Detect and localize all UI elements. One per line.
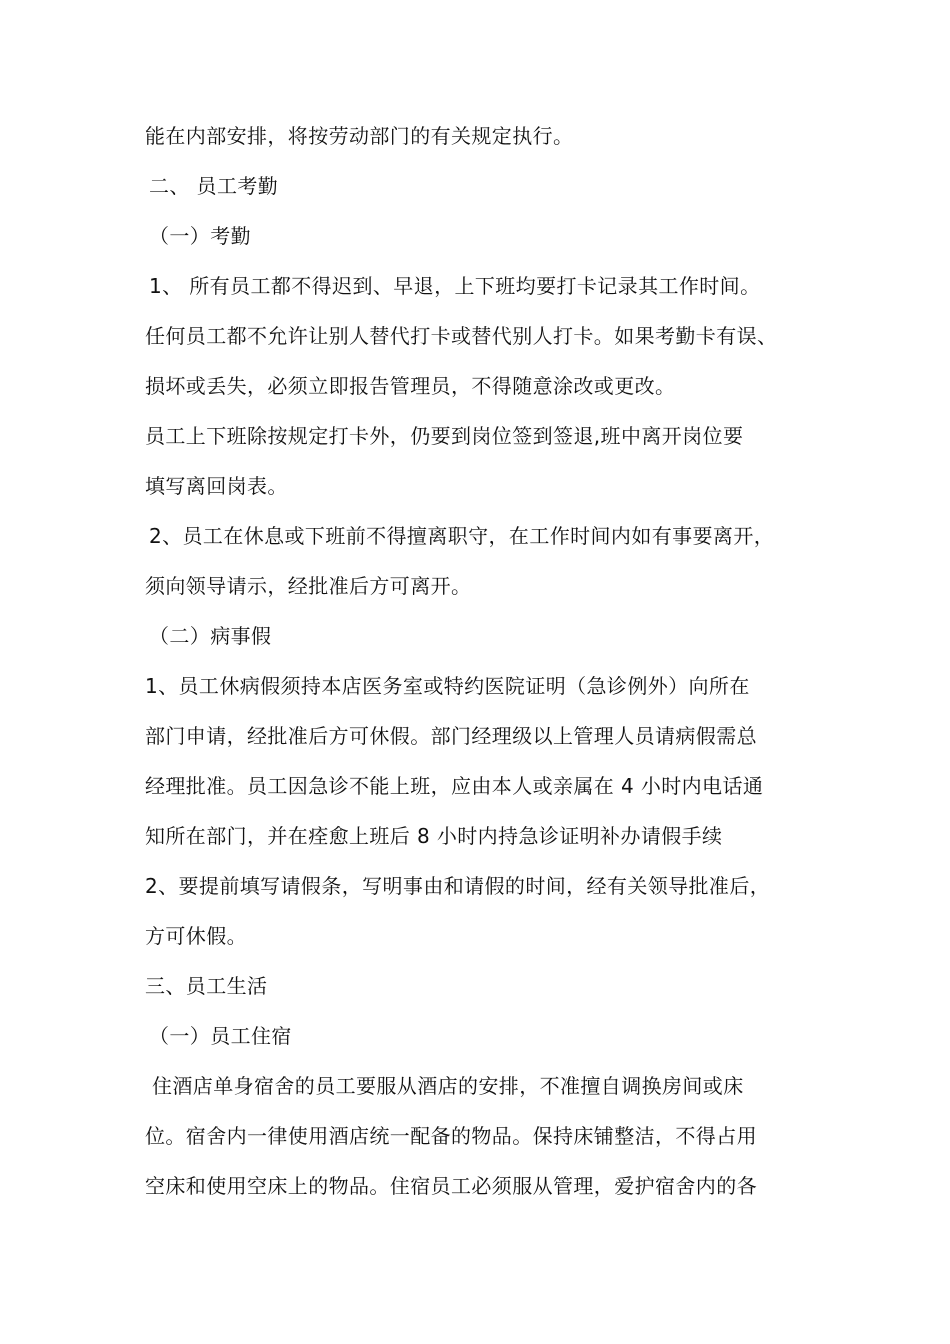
paragraph-line: 住酒店单身宿舍的员工要服从酒店的安排，不准擅自调换房间或床 [152,1074,744,1098]
paragraph-line: 1、 所有员工都不得迟到、早退，上下班均要打卡记录其工作时间。 [149,274,761,298]
section-heading: 二、 员工考勤 [149,174,279,198]
paragraph-line: 1、员工休病假须持本店医务室或特约医院证明（急诊例外）向所在 [145,674,750,698]
section-heading: 三、员工生活 [145,974,268,998]
paragraph-line: 知所在部门，并在痊愈上班后 8 小时内持急诊证明补办请假手续 [145,824,723,848]
paragraph-line: 位。宿舍内一律使用酒店统一配备的物品。保持床铺整洁，不得占用 [145,1124,757,1148]
paragraph-line: 2、要提前填写请假条，写明事由和请假的时间，经有关领导批准后， [145,874,771,898]
subsection-heading: （二）病事假 [149,624,272,648]
paragraph-line: 2、员工在休息或下班前不得擅离职守，在工作时间内如有事要离开， [149,524,775,548]
paragraph-line: 员工上下班除按规定打卡外，仍要到岗位签到签退,班中离开岗位要 [145,424,744,448]
paragraph-line: 经理批准。员工因急诊不能上班，应由本人或亲属在 4 小时内电话通 [145,774,764,798]
paragraph-line: 填写离回岗表。 [145,474,288,498]
subsection-heading: （一）考勤 [149,224,251,248]
subsection-heading: （一）员工住宿 [149,1024,292,1048]
paragraph-line: 任何员工都不允许让别人替代打卡或替代别人打卡。如果考勤卡有误、 [145,324,778,348]
paragraph-line: 方可休假。 [145,924,247,948]
paragraph-line: 须向领导请示，经批准后方可离开。 [145,574,472,598]
paragraph-line: 部门申请，经批准后方可休假。部门经理级以上管理人员请病假需总 [145,724,757,748]
paragraph-line: 空床和使用空床上的物品。住宿员工必须服从管理，爱护宿舍内的各 [145,1174,757,1198]
paragraph-line: 能在内部安排，将按劳动部门的有关规定执行。 [145,124,574,148]
paragraph-line: 损坏或丢失，必须立即报告管理员，不得随意涂改或更改。 [145,374,676,398]
